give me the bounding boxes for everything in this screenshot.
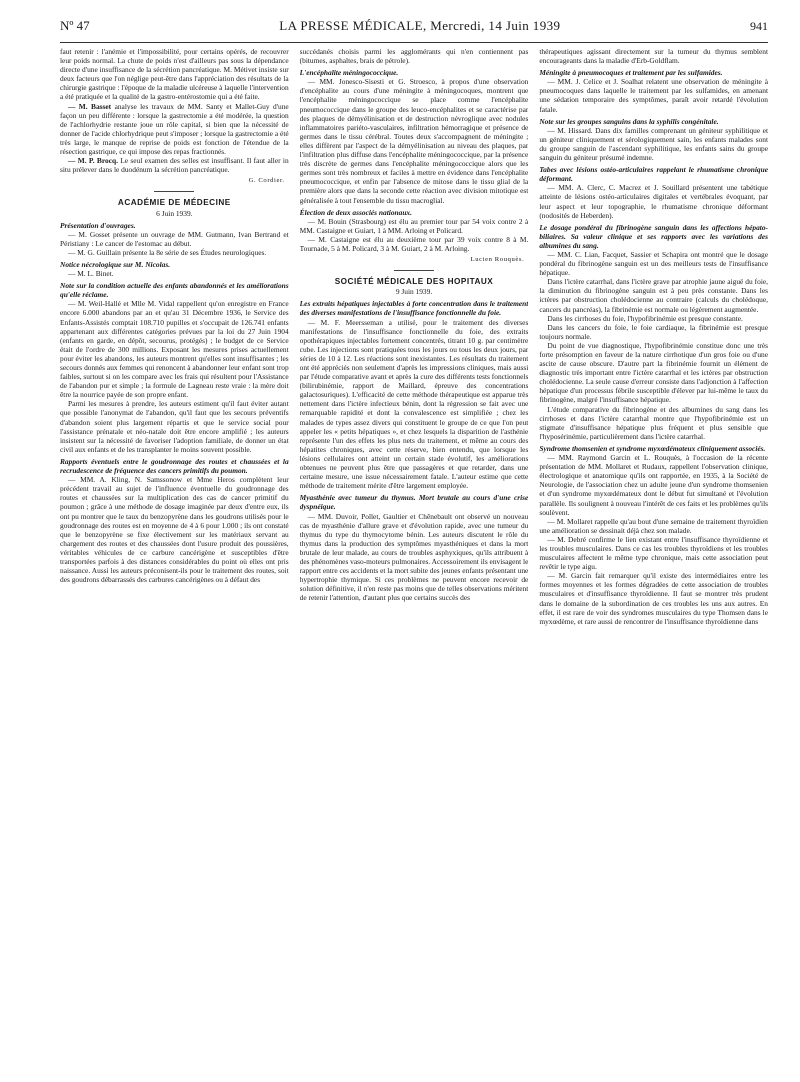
entry-body: Parmi les mesures à prendre, les auteurs estiment qu'il faut éviter autant que possible l'anonymat de l'abandon, qu'il faut que les secours préventifs d'abandon soient plus largement répartis et que le service social pour l'assistance prénatale et néo-natale doit être encore amplifié ; les auteurs insistent sur la nécessité de favoriser l'adoption familiale, de donner un état civil aux enfants et de les transplanter le moins souvent possible.	[60, 399, 289, 454]
entry-title: Myasthénie avec tumeur du thymus. Mort brutale au cours d'une crise dyspnéique.	[299, 493, 529, 512]
entry-body: — M. Hissard. Dans dix familles comprenant un géniteur syphilitique et un géniteur cliniquement et sérologiquement sain, les enfants malades sont du groupe sanguin de l'ascendant syphilitique, les enfants sains du groupe sanguin du géniteur présumé indemne.	[539, 125, 768, 163]
entry-body: — M. L. Binet.	[68, 269, 114, 279]
entry-title: Les extraits hépatiques injectables à forte concentration dans le traitement des diverses manifestations de l'insuffisance fonctionnelle du foie.	[299, 299, 529, 318]
speaker-name: — M. P. Brocq.	[68, 156, 118, 166]
paragraph	[60, 156, 289, 174]
entry-title: Le dosage pondéral du fibrinogène sanguin dans les affections hépato-biliaires. Sa valeur clinique et ses rapports avec les variations des albumines du sang.	[539, 222, 768, 250]
entry-body: Du point de vue diagnostique, l'hypofibrinémie constitue donc une très forte présomption en faveur de la nature cirrhotique d'un gros foie ou d'une ascite de cause obscure. D'autre part la fibrinémie fournit un élément de diagnostic très important entre l'ictère catarrhal et les ictères par obstruction cholédocienne. La seule cause d'erreur consiste dans l'adjonction à l'affection hépatique d'un processus fébrile susceptible d'élever par lui-même le taux du fibrinogène, malgré l'insuffisance hépatique.	[539, 340, 768, 405]
entry-body: — M. Bouin (Strasbourg) est élu au premier tour par 54 voix contre 2 à MM. Castaigne et Guiart, 1 à MM. Arloing et Policard.	[299, 216, 529, 235]
entry-body: — MM. J. Celice et J. Soalhat relatent une observation de méningite à pneumocoques dans laquelle le traitement par les sulfamides, en amenant une sédation temporaire des symptômes, paraît avoir retardé l'évolution fatale.	[539, 77, 768, 114]
section-separator	[154, 191, 194, 192]
entry-title: Syndrome thomsenien et syndrome myxœdémateux cliniquement associés.	[539, 443, 766, 453]
entry-body: — M. F. Meersseman a utilisé, pour le traitement des diverses manifestations de l'insuffisance fonctionnelle du foie, des extraits opothérapiques injectables fortement concentrés, titrant 10 g. par centimètre cube. Les injections sont pratiquées tous les jours ou tous les deux jours, par séries de 10 à 12. Les réactions sont inexistantes. Les résultats du traitement ont été appréciés non seulement d'après les impressions cliniques, mais aussi par l'étude comparative avant et après la cure des différents tests fonctionnels (bilirubinémie, rapport de Maillard, épreuve des concentrations galactosuriques). L'efficacité de cette méthode thérapeutique est apparue très nettement dans l'ictère infectieux bénin, dont la régression se fait avec une remarquable rapidité et dont la convalescence est simplifiée ; chez les malades de types assez divers qui constituent le groupe de ce que l'on peut appeler les « petits hépatiques », et chez lesquels la disparition de l'asthénie représente l'un des effets les plus nets du traitement, et même au cours des hépatites chroniques, avec cette réserve, bien entendu, que lorsque les lésions cellulaires ont atteint un certain stade évolutif, les améliorations obtenues ne peuvent plus être que passagères et que retarder, dans une certaine mesure, une issue nécessairement fatale. L'auteur estime que cette méthode de traitement mérite d'être largement employée.	[299, 317, 529, 491]
entry-body: — M. G. Guillain présente la 8e série de ses Études neurologiques.	[68, 247, 267, 257]
header-rule	[60, 42, 768, 43]
entry-body: Dans les cirrhoses du foie, l'hypofibrinémie est presque constante.	[547, 313, 743, 323]
entry-title: Rapports éventuels entre le goudronnage des routes et chaussées et la recrudescence de fréquence des cancers primitifs du poumon.	[60, 456, 289, 476]
entry-body: — M. Gosset présente un ouvrage de MM. Gutmann, Ivan Bertrand et Péristiany : Le cancer de l'estomac au début.	[60, 229, 289, 248]
columns	[60, 47, 768, 1077]
entry-body: — M. Mollaret rappelle qu'au bout d'une semaine de traitement thyroïdien une amélioration se dessinait déjà chez son malade.	[539, 516, 768, 535]
speaker-name: — M. Basset	[68, 101, 112, 111]
author-signature: G. Cordier.	[248, 177, 285, 185]
section-date: 9 Juin 1939.	[395, 287, 433, 297]
entry-body: — MM. A. Kling, N. Samssonow et Mme Heros complètent leur précédent travail au sujet de l'influence éventuelle du goudronnage des routes et chaussées sur la multiplication des cas de cancer primitif du poumon ; grâce à une méthode de dosage imaginée par deux d'entre eux, ils ont pu montrer que le taux du benzopyrène dans les goudrons utilisés pour le goudronnage des routes est en moyenne de 4 à 6 pour 1.000 ; ils ont constaté que le benzopyrène se fixe électivement sur les matériaux servant au chargement des routes et des chaussées dont l'usure produit des poussières, véritables véhicules de ce carbure cancérigène et susceptibles d'être transportées parfois à des distances considérables du point où elles ont pris naissance. Aussi les auteurs préconisent-ils pour le traitement des routes, soit des goudrons débarrassés des carbures cancérigènes ou à défaut des	[60, 475, 289, 585]
entry-title: Note sur la condition actuelle des enfants abandonnés et les améliorations qu'elle réclame.	[60, 281, 289, 300]
entry-title: Notice nécrologique sur M. Nicolas.	[60, 259, 171, 269]
author-signature: Lucien Rouquès.	[470, 256, 525, 264]
issue-number: Nº 47	[60, 18, 90, 33]
entry-body: — M. Weil-Hallé et Mlle M. Vidal rappellent qu'on enregistre en France encore 6.000 abandons par an et qu'au 31 Décembre 1936, le Service des Enfants-Assistés comptait 108.710 pupilles et s'occupait de 126.741 enfants appartenant aux différentes catégories prévues par la loi du 27 Juin 1904 (enfants en garde, en dépôt, secourus, protégés) ; le budget de ce Service était de l'ordre de 300 millions. Exposant les mesures prises actuellement pour éviter les abandons, les auteurs montrent qu'elles sont insuffisantes ; les secours donnés aux femmes qui renoncent à abandonner leur enfant sont trop faibles, surtout si on les compare avec les frais qui résultent pour l'Assistance de l'abandon pur et simple ; la formule de Lagneau reste vraie : la mère doit être la nourrice payée de son propre enfant.	[60, 299, 289, 400]
entry-title: L'encéphalite méningococcique.	[299, 68, 399, 78]
column-2	[300, 47, 529, 1077]
paragraph-text: Le seul examen des selles est insuffisant. Il faut aller in situ prélever dans le duodénum la sécrétion pancréatique.	[60, 156, 289, 175]
journal-title-date: LA PRESSE MÉDICALE, Mercredi, 14 Juin 1939	[279, 18, 561, 33]
entry-body: — M. Castaigne est élu au deuxième tour par 39 voix contre 8 à M. Tournade, 5 à M. Policard, 3 à M. Guiart, 2 à M. Arloing.	[299, 234, 529, 253]
entry-body: L'étude comparative du fibrinogène et des albumines du sang dans les cirrhoses et dans l'ictère catarrhal montre que l'hypofibrinémie est un stigmate d'insuffisance hépatique plus fréquent et plus sensible que l'hyposérinémie, particulièrement dans l'ictère catarrhal.	[539, 404, 768, 441]
entry-title: Élection de deux associés nationaux.	[299, 207, 412, 217]
entry-body: — M. Garcin fait remarquer qu'il existe des intermédiaires entre les formes moyennes et les formes dégradées de cette association de troubles musculaires et d'insuffisance thyroïdienne. Il faut se montrer très prudent dans le domaine de la subordination de ces troubles les uns aux autres. En effet, il est rare de voir des syndromes musculaires du type Thomsen dans le myxœdème, et rare aussi de rencontrer de l'insuffisance thyroïdienne dans	[539, 571, 768, 626]
section-date: 6 Juin 1939.	[156, 208, 193, 218]
column-1	[60, 47, 289, 1077]
entry-body: — MM. Duvoir, Pollet, Gaultier et Chênebault ont observé un nouveau cas de myasthénie d'allure grave et d'évolution rapide, avec une tumeur du thymus du type du thymocytome bénin. Les auteurs discutent le rôle du thymus dans la production des symptômes myasthéniques et dans la mort brutale de leur malade, au cours de troubles asphyxiques, qu'ils attribuent à des phénomènes vaso-moteurs pulmonaires. Accessoirement ils envisagent le rapport entre ces accidents et la mort subite des jeunes enfants présentant une hypertrophie thymique. Si ces problèmes ne peuvent encore recevoir de solution définitive, il n'en reste pas moins que de telles observations méritent de retenir l'attention, d'autant plus que certains succès des	[299, 511, 529, 603]
entry-body: — MM. Jonesco-Sisesti et G. Stroesco, à propos d'une observation d'encéphalite au cours d'une méningite à méningocoques, montrent que l'encéphalite méningococcique se place comme l'encéphalite pneumococcique dans le groupe des leuco-encéphalites et se caractérise par des plaques de démyélinisation et de destruction névroglique avec nodules inflammatoires pariéto-vasculaires, infiltration hémorragique et présence de germes dans le tissu cérébral. Toutes deux s'accompagnent de méningite ; elles diffèrent par l'aspect de la démyélinisation au niveau des plaques, par l'infiltration plus diffuse dans l'encéphalite méningococcique, par la présence très discrète de germes dans l'encéphalite méningococcique alors que les germes sont très nombreux et faciles à mettre en évidence dans l'encéphalite pneumococcique, et enfin par l'absence de mitose dans le tissu glial de la première alors que dans la seconde cette réaction avec division mitotique est généralisée à tout l'ensemble du tissu macroglial.	[299, 77, 529, 205]
entry-body: Dans l'ictère catarrhal, dans l'ictère grave par atrophie jaune aiguë du foie, la diminution du fibrinogène sanguin est à peu près constante. Dans les ictères par obstruction cholédocienne au contraire (calculs du cholédoque, cancers du pancréas), la fibrinémie est normale ou légèrement augmentée.	[539, 277, 768, 314]
section-separator	[394, 270, 434, 271]
page-number: 941	[749, 19, 768, 33]
entry-body: — MM. A. Clerc, C. Macrez et J. Souillard présentent une tabétique atteinte de lésions ostéo-articulaires digitales et vertébrales évoquant, par leur aspect et leur topographie, le rhumatisme chronique déformant (nodosités de Heberden).	[539, 183, 768, 220]
entry-title: Présentation d'ouvrages.	[60, 220, 136, 230]
column-3	[539, 47, 768, 1077]
entry-body: Dans les cancers du foie, le foie cardiaque, la fibrinémie est presque toujours normale.	[539, 322, 768, 341]
entry-body: — MM. Raymond Garcin et L. Rouquès, à l'occasion de la récente présentation de MM. Mollaret et Rudaux, rappellent l'observation clinique, électrologique et anatomique qu'ils ont rapportée, en 1935, à la Société de Neurologie, de l'association chez un adulte jeune d'un syndrome thomsenien et d'un syndrome myxœdémateux dont le début fut simultané et l'évolution parallèle. Ils soulignent à nouveau l'intérêt de ces faits et les problèmes qu'ils soulèvent.	[539, 453, 768, 517]
paragraph: faut retenir : l'anémie et l'impossibilité, pour certains opérés, de recouvrer leur poids normal. La chute de poids n'est d'ailleurs pas sous la dépendance directe d'une insuffisance de la sécrétion pancréatique. M. Métivet insiste sur deux facteurs que l'on néglige peut-être dans l'appréciation des résultats de la chirurgie gastrique : l'époque de la maladie ulcéreuse à laquelle l'intervention a été pratiquée et la qualité de la gastro-entérostomie qui a été faite.	[60, 47, 289, 102]
paragraph	[60, 102, 289, 157]
paragraph: thérapeutiques agissant directement sur la tumeur du thymus semblent encourageants dans la maladie d'Erb-Goldflam.	[539, 47, 768, 66]
running-head	[60, 18, 768, 40]
paragraph-text: analyse les travaux de MM. Santy et Mallet-Guy d'une façon un peu différente : lorsque la gastrectomie a été modérée, la question de l'achlorhydrie restante joue un rôle capital, si bien que la nécessité de donner de l'acide chlorhydrique peut s'imposer ; lorsque la gastrectomie a été très large, le manque de reprise de poids est fonction de l'étendue de la résection gastrique, ce qui impose des repas fractionnés.	[60, 101, 289, 157]
paragraph: succédanés choisis parmi les agglomérants qui n'en contiennent pas (bitumes, asphaltes, brais de pétrole).	[299, 47, 529, 66]
entry-title: Méningite à pneumocoques et traitement par les sulfamides.	[539, 68, 723, 78]
entry-title: Note sur les groupes sanguins dans la syphilis congénitale.	[539, 116, 719, 126]
entry-body: — M. Debré confirme le lien existant entre l'insuffisance thyroïdienne et les troubles musculaires. Dans ce cas les troubles thyroïdiens et les troubles musculaires affectent le même type chronique, mais cette association peut revêtir le type aigu.	[539, 534, 768, 572]
section-heading: ACADÉMIE DE MÉDECINE	[117, 198, 231, 208]
entry-title: Tabes avec lésions ostéo-articulaires rappelant le rhumatisme chronique déformant.	[539, 165, 768, 184]
entry-body: — MM. C. Lian, Facquet, Sassier et Schapira ont montré que le dosage pondéral du fibrinogène sanguin est un des meilleurs tests de l'insuffisance hépatique.	[539, 249, 768, 278]
section-heading: SOCIÉTÉ MÉDICALE DES HOPITAUX	[334, 277, 494, 287]
